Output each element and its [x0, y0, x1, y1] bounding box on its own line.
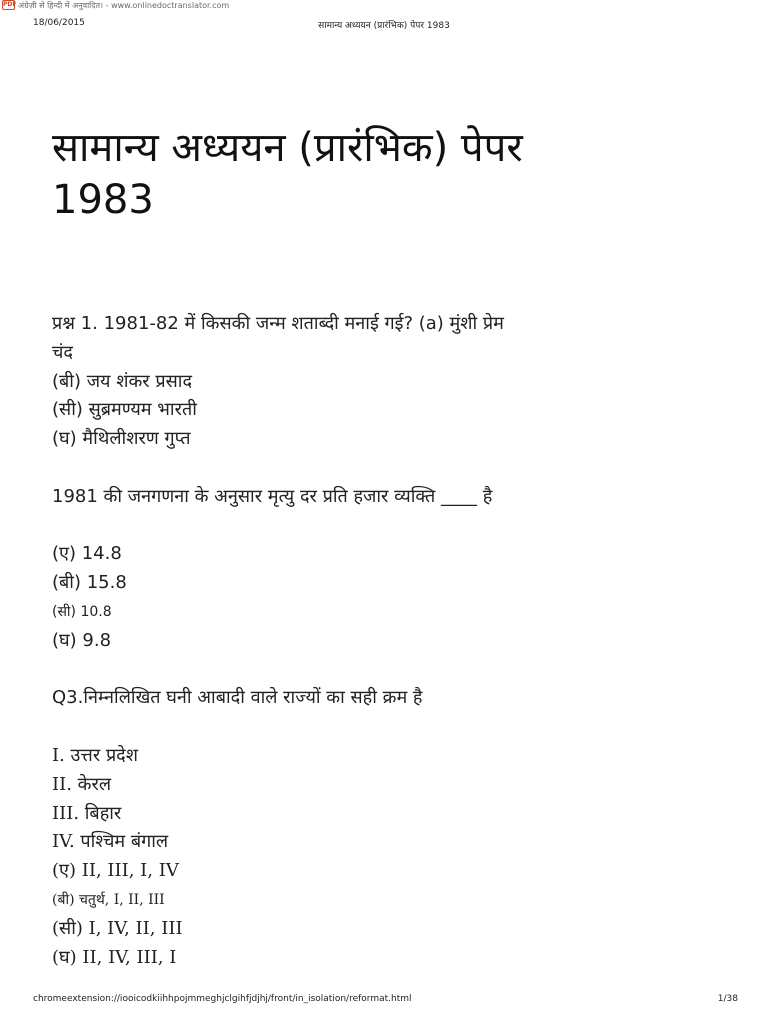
q2-text: 1981 की जनगणना के अनुसार मृत्यु दर प्रति हजार व्यक्ति ____ है	[52, 485, 493, 507]
q3-item-1: I. उत्तर प्रदेश	[52, 744, 138, 766]
q2-option-a: (ए) 14.8	[52, 543, 122, 565]
q3-option-b: (बी) चतुर्थ, I, II, III	[52, 891, 165, 908]
q1-text-cont: चंद	[52, 341, 73, 363]
q3-item-3: III. बिहार	[52, 802, 122, 824]
translator-banner[interactable]	[2, 0, 229, 10]
q1-option-c: (सी) सुब्रमण्यम भारती	[52, 399, 197, 421]
q3-option-c: (सी) I, IV, II, III	[52, 917, 183, 939]
q3-text: Q3.निम्नलिखित घनी आबादी वाले राज्यों का सही क्रम है	[52, 687, 423, 709]
q2-option-c: (सी) 10.8	[52, 603, 112, 620]
q2-option-d: (घ) 9.8	[52, 629, 112, 651]
page-title	[52, 122, 732, 226]
q3-option-d: (घ) II, IV, III, I	[52, 946, 177, 968]
q3-item-2: II. केरल	[52, 773, 112, 795]
q3-option-a: (ए) II, III, I, IV	[52, 860, 179, 882]
print-title: सामान्य अध्ययन (प्रारंभिक) पेपर 1983	[318, 21, 450, 31]
page-number: 1/38	[717, 994, 738, 1004]
page-title-line1: सामान्य अध्ययन (प्रारंभिक) पेपर	[52, 125, 523, 171]
pdf-icon: PDF	[3, 1, 17, 8]
q1-option-b: (बी) जय शंकर प्रसाद	[52, 370, 193, 392]
print-footer	[0, 994, 768, 1006]
question-body	[52, 310, 732, 972]
print-header	[0, 18, 768, 30]
q1-option-d: (घ) मैथिलीशरण गुप्त	[52, 428, 191, 450]
q3-item-4: IV. पश्चिम बंगाल	[52, 831, 169, 853]
print-date: 18/06/2015	[33, 18, 85, 28]
q1-text: प्रश्न 1. 1981-82 में किसकी जन्म शताब्दी मनाई गई? (a) मुंशी प्रेम	[52, 313, 504, 334]
q2-option-b: (बी) 15.8	[52, 572, 127, 594]
page-title-line2: 1983	[52, 177, 154, 223]
translator-banner-text[interactable]: अंग्रेज़ी से हिन्दी में अनुवादित। - www.onlinedoctranslator.com	[18, 0, 230, 10]
footer-url: chromeextension://iooicodkiihhpojmmeghjclgihfjdjhj/front/in_isolation/reformat.html	[33, 994, 412, 1004]
